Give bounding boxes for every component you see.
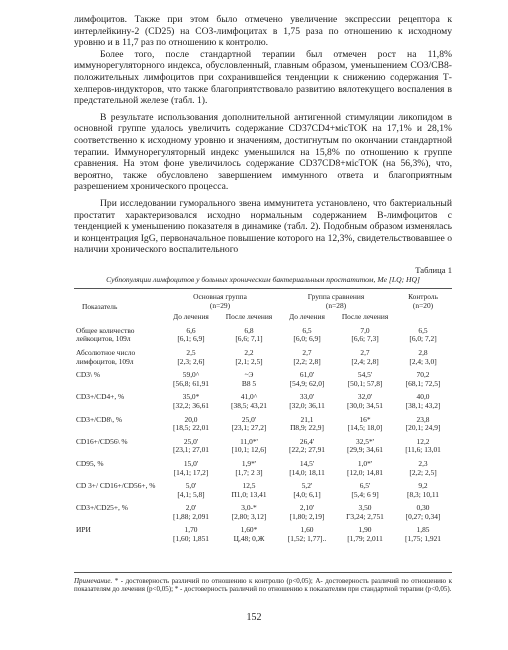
table-cell (220, 521, 278, 543)
cell-range: [6,0; 7,2] (409, 334, 437, 344)
cell-value: 21,1 (300, 414, 314, 424)
cell-range: [2,4; 3,0] (409, 356, 437, 366)
cell-value: 1,0*' (357, 458, 373, 468)
table-cell (220, 499, 278, 521)
table-cell (278, 411, 336, 433)
paragraph-2: Более того, после стандартной терапии был отмечен рост на 11,8% иммунорегуляторного индекса, обусловленный, главным образом, уменьшением СОЗ/СВ8-положительных лимфоцитов при сохранившейся тенденции к снижению содержания Т-хелперов-индукторов, что также благоприятствовало развитию вялотекущего воспаления в предстательной железе (табл. 1). (74, 48, 452, 107)
cell-value: 1,60* (240, 525, 258, 535)
table-cell (278, 499, 336, 521)
table-row (74, 433, 452, 455)
cell-value: 41,0^ (240, 392, 258, 402)
cell-range: [23,1; 27,01 (173, 445, 209, 455)
table-row (74, 388, 452, 410)
cell-range: [2,80; 3,12] (231, 511, 267, 521)
cell-value: 35,0* (182, 392, 200, 402)
cell-value: 32,0' (357, 392, 373, 402)
cell-value: 70,2 (416, 370, 430, 380)
cell-value: 2,8 (418, 347, 428, 357)
table-cell (278, 477, 336, 499)
cell-range: [14,0; 18,11 (289, 467, 325, 477)
table-caption: Субпопуляции лимфоцитов у больных хроническим бактериальным простатитом, Me [LQ; HQ] (106, 275, 420, 284)
table-row (74, 455, 452, 477)
cell-value: 40,0 (416, 392, 430, 402)
cell-value: 2,7 (360, 347, 370, 357)
row-label: Абсолютное число лимфоцитов, 109л (76, 347, 136, 366)
cell-range: [2,1; 2,5] (235, 356, 263, 366)
row-label: CD3+/CD8\, % (76, 414, 123, 424)
note-text: * - достоверность различий по отношению к контролю (р<0,05); А- достоверность различий по отношению к показателям до лечения (р<0,05); * - достоверность различий по отношению к показателям при стандартной терапии (р<0,05). (74, 577, 452, 594)
cell-range: [12,0; 14,81 (347, 467, 383, 477)
row-label: CD95, % (76, 458, 104, 468)
cell-range: [6,0; 6,9] (293, 334, 321, 344)
cell-range: [14,5; 18,0] (347, 423, 383, 433)
cell-range: [32,2; 36,61 (173, 400, 209, 410)
cell-range: [1,52; 1,77].. (287, 534, 327, 544)
cell-value: 1,9*' (241, 458, 257, 468)
cell-range: [4,1; 5,8] (177, 489, 205, 499)
cell-range: [1,7; 2 3] (235, 467, 263, 477)
table-cell (162, 322, 220, 344)
table-row (74, 477, 452, 499)
cell-range: [56,8; 61,91 (173, 378, 209, 388)
cell-range: [1,88; 2,091 (173, 511, 209, 521)
table-cell (162, 499, 220, 521)
table-cell (220, 322, 278, 344)
cell-range: [18,5; 22,01 (173, 423, 209, 433)
table-cell (220, 433, 278, 455)
table-cell (394, 411, 452, 433)
cell-value: 12,5 (242, 481, 256, 491)
cell-value: 6,5 (418, 325, 428, 335)
cell-value: 6,5 (302, 325, 312, 335)
cell-range: [0,27; 0,34] (405, 511, 441, 521)
table-bottom-rule (74, 572, 452, 573)
cell-value: 1,70 (184, 525, 198, 535)
table-cell (336, 322, 394, 344)
cell-range: [5,4; 6 9] (351, 489, 379, 499)
cell-range: [2,2; 2,5] (409, 467, 437, 477)
cell-value: 0,30 (416, 503, 430, 513)
cell-range: Г3,24; 2,751 (346, 511, 384, 521)
cell-value: 20,0 (184, 414, 198, 424)
cell-range: [30,0; 34,51 (347, 400, 383, 410)
table-cell (336, 499, 394, 521)
header-main-group: Основная группа (n=29) (193, 292, 247, 310)
cell-value: 33,0' (299, 392, 315, 402)
table-cell (162, 521, 220, 543)
cell-value: 54,5' (357, 370, 373, 380)
table-cell (278, 388, 336, 410)
table-cell (394, 521, 452, 543)
cell-range: [6,1; 6,9] (177, 334, 205, 344)
cell-range: [1,80; 2,19] (289, 511, 325, 521)
table-row (74, 521, 452, 543)
cell-range: [54,9; 62,0] (289, 378, 325, 388)
table-cell (162, 433, 220, 455)
cell-range: [8,3; 10,11 (407, 489, 439, 499)
cell-range: В8 5 (241, 378, 257, 388)
cell-range: [10,1; 12,6] (231, 445, 267, 455)
cell-value: 6,6 (186, 325, 196, 335)
table-cell (278, 322, 336, 344)
cell-range: [1,75; 1,921 (405, 534, 441, 544)
cell-value: 5,0' (185, 481, 197, 491)
cell-value: 12,2 (416, 436, 430, 446)
cell-value: 2,7 (302, 347, 312, 357)
cell-value: 2,2 (244, 347, 254, 357)
table-cell (336, 388, 394, 410)
lymphocyte-table (74, 293, 452, 544)
cell-range: [1,60; 1,851 (173, 534, 209, 544)
row-label: CD3+/CD4+, % (76, 392, 125, 402)
table-cell (394, 366, 452, 388)
cell-value: 6,8 (244, 325, 254, 335)
table-row (74, 499, 452, 521)
table-note (74, 577, 452, 594)
table-cell (162, 455, 220, 477)
cell-value: 16* (359, 414, 371, 424)
table-row (74, 411, 452, 433)
cell-range: [2,2; 2,8] (293, 356, 321, 366)
table-cell (278, 521, 336, 543)
cell-value: 15,0' (183, 458, 199, 468)
table-cell (220, 388, 278, 410)
table-cell (394, 388, 452, 410)
table-cell (394, 455, 452, 477)
table-cell (162, 388, 220, 410)
cell-range: П1,0; 13,41 (231, 489, 267, 499)
header-main-after: После лечения (225, 312, 273, 322)
cell-range: [38,5; 43,21 (231, 400, 267, 410)
table-cell (162, 411, 220, 433)
table-cell (220, 477, 278, 499)
header-main-before: До лечения (173, 312, 209, 322)
cell-value: 1,90 (358, 525, 372, 535)
body-text (74, 14, 452, 256)
cell-value: 2,10' (299, 503, 315, 513)
header-comp-before: До лечения (289, 312, 325, 322)
table-cell (336, 366, 394, 388)
cell-value: 26,4' (299, 436, 315, 446)
table-cell (394, 322, 452, 344)
cell-value: 3,0-* (241, 503, 257, 513)
table-cell (394, 344, 452, 366)
cell-range: Ц,48; 0,Ж (233, 534, 265, 544)
table-cell (336, 433, 394, 455)
row-label: CD 3+/ CD16+/CD56+, % (76, 481, 156, 491)
table-cell (336, 477, 394, 499)
cell-value: 25,0' (183, 436, 199, 446)
note-label: Примечание. (74, 577, 113, 585)
paragraph-3: В результате использования дополнительной антигенной стимуляции ликопидом в основной группе удалось увеличить содержание CD37CD4+місТОК на 17,1% и 28,1% соответственно к исходному уровню и значениям, достигнутым по окончании стандартной терапии. Иммунорегуляторный индекс уменьшился на 15,8% по отношению к группе сравнения. На этом фоне увеличилось содержание CD37CD8+місТОК (на 56,3%), что, вероятно, также обусловлено завершением иммунного ответа и благоприятным разрешением хронического процесса. (74, 111, 452, 193)
cell-range: [11,6; 13,01 (405, 445, 441, 455)
table-cell (278, 344, 336, 366)
table-cell (336, 521, 394, 543)
table-cell (220, 411, 278, 433)
paragraph-4: При исследовании гуморального звена иммунитета установлено, что бактериальный простатит характеризовался исходно нормальным содержанием В-лимфоцитов с тенденцией к уменьшению показателя в динамике (табл. 2). Подобным образом изменялась и концентрация IgG, первоначальное повышение которого на 12,3%, свидетельствовавшее о наличии хронического воспалительного (74, 197, 452, 256)
row-label: CD16+/CD56\ % (76, 436, 128, 446)
cell-value: 32,5*' (356, 436, 374, 446)
cell-range: [29,9; 34,61 (347, 445, 383, 455)
table-top-rule (74, 288, 452, 289)
row-label: ИРИ (76, 525, 91, 535)
table-row (74, 366, 452, 388)
row-label: CD3\ % (76, 370, 101, 380)
table-number: Таблица 1 (415, 265, 452, 275)
cell-value: 1,60 (300, 525, 314, 535)
table-body (74, 322, 452, 544)
cell-value: 23,8 (416, 414, 430, 424)
cell-range: [2,4; 2,8] (351, 356, 379, 366)
cell-range: [38,1; 43,2] (405, 400, 441, 410)
cell-range: [32,0; 36,11 (289, 400, 325, 410)
header-control: Контроль (n=20) (408, 292, 438, 310)
table-cell (394, 477, 452, 499)
table-cell (394, 433, 452, 455)
cell-range: [6,6; 7,3] (351, 334, 379, 344)
header-indicator: Показатель (82, 302, 118, 312)
cell-range: [4,0; 6,1] (293, 489, 321, 499)
header-comparison-group: Группа сравнения (n=28) (307, 292, 365, 310)
cell-range: [1,79; 2,011 (347, 534, 383, 544)
cell-range: [68,1; 72,5] (405, 378, 441, 388)
cell-value: 14,5' (299, 458, 315, 468)
cell-range: [50,1; 57,8] (347, 378, 383, 388)
cell-value: 9,2 (418, 481, 428, 491)
table-cell (278, 366, 336, 388)
cell-range: П8,9; 22,9] (290, 423, 324, 433)
paragraph-1: лимфоцитов. Также при этом было отмечено увеличение экспрессии рецептора к интерлейкину-2 (CD25) на СОЗ-лимфоцитах в 1,75 раза по отношению к исходному уровню и в 11,7 раз по отношению к контролю. (74, 14, 452, 49)
table-cell (220, 366, 278, 388)
cell-range: [2,3; 2,6] (177, 356, 205, 366)
table-cell (336, 455, 394, 477)
table-cell (162, 477, 220, 499)
row-label: Общее количество лейкоцитов, 109л (76, 325, 135, 344)
cell-value: 6,5' (359, 481, 371, 491)
row-label: CD3+/CD25+, % (76, 503, 128, 513)
table-cell (336, 411, 394, 433)
cell-value: 25,0' (241, 414, 257, 424)
table-cell (278, 433, 336, 455)
cell-value: 1,85 (416, 525, 430, 535)
table-cell (394, 499, 452, 521)
cell-range: [14,1; 17,2] (173, 467, 209, 477)
table-cell (278, 455, 336, 477)
table-cell (220, 455, 278, 477)
cell-value: 2,0' (185, 503, 197, 513)
table-cell (220, 344, 278, 366)
table-cell (336, 344, 394, 366)
table-row (74, 344, 452, 366)
cell-value: 59,0^ (182, 370, 200, 380)
cell-value: 61,0' (299, 370, 315, 380)
cell-value: ~Э (244, 370, 254, 380)
cell-value: 2,5 (186, 347, 196, 357)
cell-value: 11,0*' (240, 436, 258, 446)
cell-value: 3,50 (358, 503, 372, 513)
cell-range: [20,1; 24,9] (405, 423, 441, 433)
header-comp-after: После лечения (341, 312, 389, 322)
table-cell (162, 366, 220, 388)
table-row (74, 322, 452, 344)
cell-range: [23,1; 27,2] (231, 423, 267, 433)
cell-range: [6,6; 7,1] (235, 334, 263, 344)
table-cell (162, 344, 220, 366)
cell-value: 5,2' (301, 481, 313, 491)
cell-range: [22,2; 27,91 (289, 445, 325, 455)
page-number: 152 (246, 612, 262, 623)
cell-value: 7,0 (360, 325, 370, 335)
cell-value: 2,3 (418, 458, 428, 468)
